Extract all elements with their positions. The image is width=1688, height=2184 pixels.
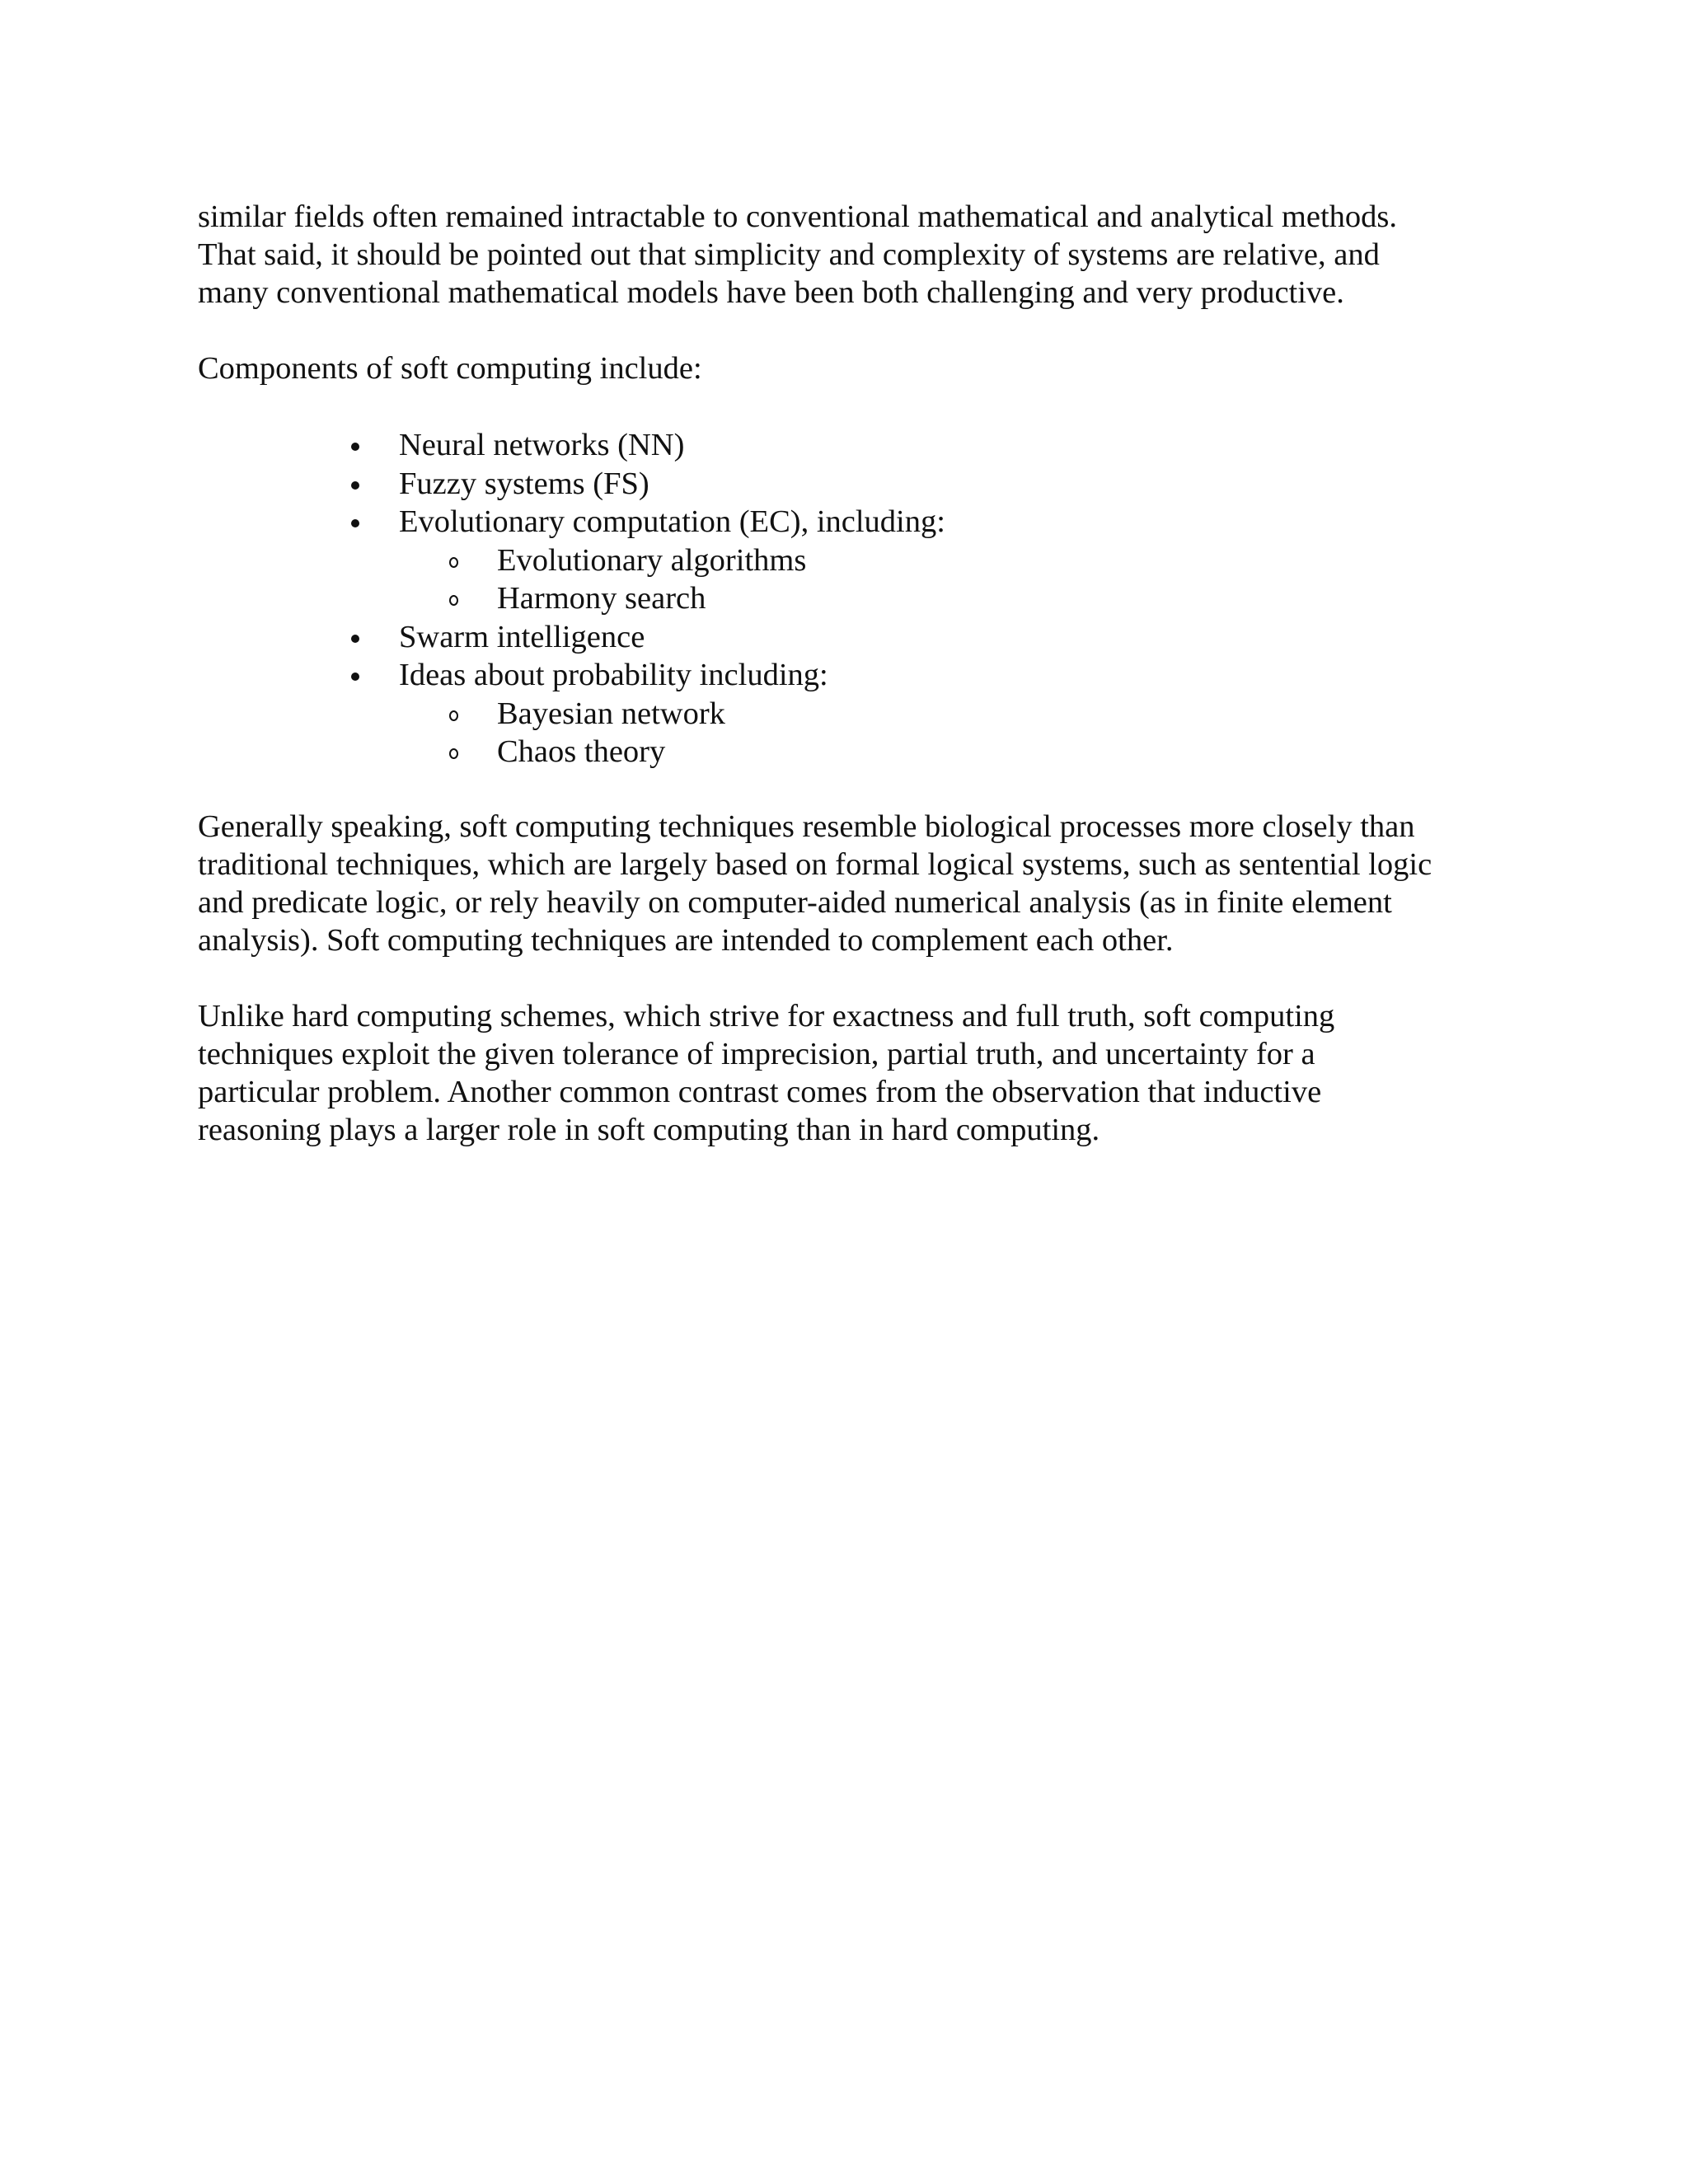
list-item xyxy=(0,426,1688,465)
sub-list-item xyxy=(0,695,1688,733)
intro-line: That said, it should be pointed out that simplicity and complexity of systems are relative, and xyxy=(198,237,1380,272)
generally-line: Generally speaking, soft computing techniques resemble biological processes more closely than xyxy=(198,809,1415,844)
sub-list-item xyxy=(0,579,1688,618)
sub-list-item-text: Chaos theory xyxy=(497,734,666,769)
components-list xyxy=(0,426,1688,771)
components-heading-paragraph xyxy=(198,349,1517,387)
unlike-line: reasoning plays a larger role in soft computing than in hard computing. xyxy=(198,1113,1100,1147)
list-item xyxy=(0,465,1688,504)
generally-paragraph xyxy=(198,808,1517,959)
list-item-text: Evolutionary computation (EC), including: xyxy=(399,504,945,539)
intro-line: similar fields often remained intractable to conventional mathematical and analytical methods. xyxy=(198,199,1397,234)
list-item-text: Ideas about probability including: xyxy=(399,658,828,692)
intro-paragraph xyxy=(198,198,1517,312)
sub-list-item xyxy=(0,733,1688,771)
sub-list-item-text: Bayesian network xyxy=(497,696,725,731)
generally-line: traditional techniques, which are largely based on formal logical systems, such as sentential logic xyxy=(198,847,1432,882)
list-item-text: Fuzzy systems (FS) xyxy=(399,466,649,501)
unlike-line: techniques exploit the given tolerance of imprecision, partial truth, and uncertainty for a xyxy=(198,1037,1315,1071)
generally-line: and predicate logic, or rely heavily on computer-aided numerical analysis (as in finite element xyxy=(198,885,1392,920)
list-item xyxy=(0,656,1688,695)
components-heading: Components of soft computing include: xyxy=(198,351,702,386)
sub-list-item xyxy=(0,541,1688,580)
unlike-line: particular problem. Another common contrast comes from the observation that inductive xyxy=(198,1075,1322,1109)
sub-list-item-text: Evolutionary algorithms xyxy=(497,542,807,578)
unlike-paragraph xyxy=(198,997,1517,1149)
list-item xyxy=(0,503,1688,541)
intro-line: many conventional mathematical models have been both challenging and very productive. xyxy=(198,275,1344,310)
list-item-text: Swarm intelligence xyxy=(399,619,645,654)
unlike-line: Unlike hard computing schemes, which strive for exactness and full truth, soft computing xyxy=(198,999,1335,1033)
sub-list-item-text: Harmony search xyxy=(497,581,706,616)
list-item-text: Neural networks (NN) xyxy=(399,428,685,462)
generally-line: analysis). Soft computing techniques are intended to complement each other. xyxy=(198,923,1174,958)
list-item xyxy=(0,618,1688,657)
